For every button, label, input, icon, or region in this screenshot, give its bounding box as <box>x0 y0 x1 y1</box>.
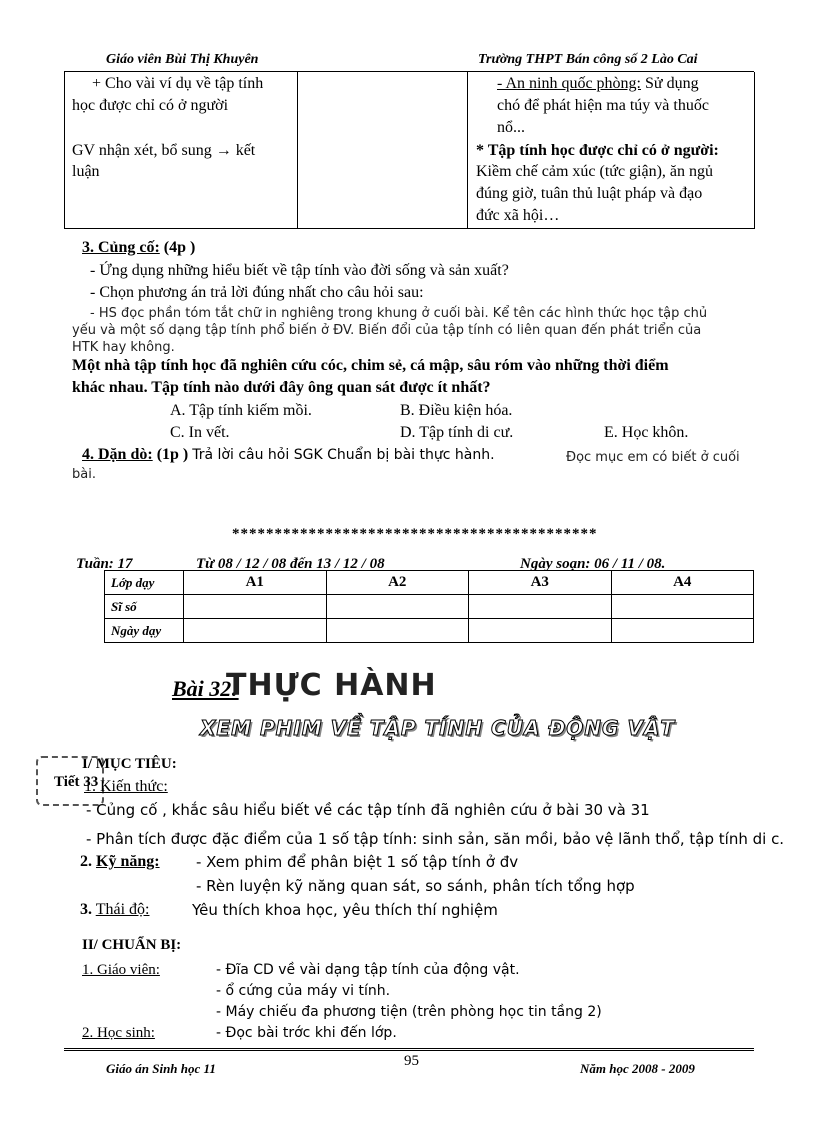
quiz-option: A. Tập tính kiếm mồi. <box>170 402 312 419</box>
separator: ******************************************* <box>232 526 598 542</box>
lesson-subtitle: XEM PHIM VỀ TẬP TÍNH CỦA ĐỘNG VẬT <box>200 716 676 740</box>
table-right-line: chó để phát hiện ma túy và thuốc <box>497 97 709 114</box>
skills-item: - Xem phim để phân biệt 1 số tập tính ở đv <box>196 853 519 871</box>
quiz-option: C. In vết. <box>170 424 230 441</box>
student-item: - Đọc bài trớc khi đến lớp. <box>216 1025 397 1041</box>
table-left-line: luận <box>72 163 100 180</box>
class-name: A3 <box>469 571 612 595</box>
header-teacher: Giáo viên Bùi Thị Khuyên <box>106 52 259 67</box>
header-school: Trường THPT Bán công số 2 Lào Cai <box>478 52 698 67</box>
quiz-question: Một nhà tập tính học đã nghiên cứu cóc, chim sẻ, cá mập, sâu róm vào những thời điểm <box>72 357 669 374</box>
knowledge-item: - Củng cố , khắc sâu hiểu biết về các tập tính đã nghiên cứu ở bài 30 và 31 <box>86 801 650 819</box>
homework-line: 4. Dặn dò: (1p ) Trả lời câu hỏi SGK Chuẩn bị bài thực hành. <box>82 446 495 463</box>
homework-extra: Đọc mục em có biết ở cuối <box>566 450 740 465</box>
table-right-line: đúng giờ, tuân thủ luật pháp và đạo <box>476 185 703 202</box>
quiz-option: E. Học khôn. <box>604 424 689 441</box>
class-name: A2 <box>326 571 469 595</box>
teacher-heading: 1. Giáo viên: <box>82 962 160 978</box>
footer-rule <box>64 1048 754 1051</box>
footer-right: Năm học 2008 - 2009 <box>580 1061 695 1076</box>
lesson-title: THỰC HÀNH <box>226 668 437 703</box>
teacher-item: - Đĩa CD về vài dạng tập tính của động vật. <box>216 962 520 978</box>
period-label: Tiết 33 <box>54 774 99 790</box>
table-left-line: + Cho vài ví dụ về tập tính <box>92 75 264 92</box>
student-heading: 2. Học sinh: <box>82 1025 155 1041</box>
table-row <box>105 595 754 619</box>
homework-extra: bài. <box>72 467 96 482</box>
schedule-range: Từ 08 / 12 / 08 đến 13 / 12 / 08 <box>196 556 385 572</box>
skills-heading: 2. Kỹ năng: <box>80 853 160 870</box>
schedule-table <box>104 570 754 643</box>
preparation-heading: II/ CHUẨN BỊ: <box>82 937 182 953</box>
schedule-week: Tuần: 17 <box>76 556 133 572</box>
skills-item: - Rèn luyện kỹ năng quan sát, so sánh, phân tích tổng hợp <box>196 877 635 895</box>
quiz-option: D. Tập tính di cư. <box>400 424 514 441</box>
consolidation-question: - Ứng dụng những hiểu biết về tập tính vào đời sống và sản xuất? <box>90 262 509 279</box>
schedule-prep-date: Ngày soạn: 06 / 11 / 08. <box>520 556 666 572</box>
knowledge-item: - Phân tích được đặc điểm của 1 số tập tính: sinh sản, săn mồi, bảo vệ lãnh thổ, tập tính di c. <box>86 830 785 848</box>
page-number: 95 <box>404 1053 419 1069</box>
consolidation-note: HTK hay không. <box>72 340 175 355</box>
quiz-question: khác nhau. Tập tính nào dưới đây ông quan sát được ít nhất? <box>72 379 491 396</box>
consolidation-heading: 3. Củng cố: (4p ) <box>82 239 196 256</box>
table-left-line: học được chỉ có ở người <box>72 97 229 114</box>
table-right-line: đức xã hội… <box>476 207 560 224</box>
attitude-item: Yêu thích khoa học, yêu thích thí nghiệm <box>192 901 498 919</box>
table-row <box>105 571 754 595</box>
table-left-line: GV nhận xét, bổ sung → kết <box>72 142 256 159</box>
objectives-heading: I/ MỤC TIÊU: <box>82 756 177 772</box>
attitude-heading: 3. Thái độ: <box>80 901 150 918</box>
consolidation-note: - HS đọc phần tóm tắt chữ in nghiêng trong khung ở cuối bài. Kể tên các hình thức học tập chủ <box>90 306 708 321</box>
table-right-heading: * Tập tính học được chỉ có ở người: <box>476 142 719 159</box>
footer-left: Giáo án Sinh học 11 <box>106 1061 216 1076</box>
knowledge-heading: 1. Kiến thức: <box>84 778 168 795</box>
quiz-option: B. Điều kiện hóa. <box>400 402 513 419</box>
row-label: Sĩ số <box>105 595 184 619</box>
lesson-number: Bài 32: <box>172 676 239 701</box>
consolidation-question: - Chọn phương án trả lời đúng nhất cho câu hỏi sau: <box>90 284 424 301</box>
teacher-item: - ổ cứng của máy vi tính. <box>216 983 391 999</box>
teacher-item: - Máy chiếu đa phương tiện (trên phòng học tin tầng 2) <box>216 1004 602 1020</box>
security-label: - An ninh quốc phòng: <box>497 75 641 92</box>
row-label: Ngày dạy <box>105 619 184 643</box>
table-right-line: - An ninh quốc phòng: Sử dụng <box>497 75 699 92</box>
row-label: Lớp dạy <box>105 571 184 595</box>
table-right-line: nổ... <box>497 119 525 136</box>
class-name: A4 <box>611 571 754 595</box>
class-name: A1 <box>184 571 327 595</box>
table-row <box>105 619 754 643</box>
consolidation-note: yếu và một số dạng tập tính phổ biến ở ĐV. Biến đổi của tập tính có liên quan đến phát triển của <box>72 323 702 338</box>
table-right-line: Kiềm chế cảm xúc (tức giận), ăn ngủ <box>476 163 714 180</box>
